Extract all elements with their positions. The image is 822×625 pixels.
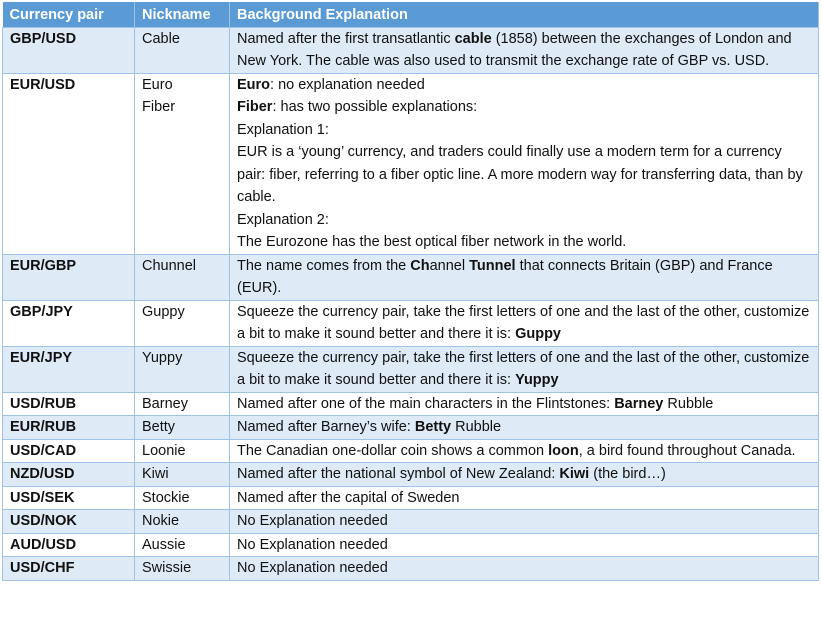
- currency-pair-cell: USD/NOK: [3, 510, 135, 534]
- explanation-paragraph: [237, 209, 813, 232]
- explanation-text: The Eurozone has the best optical fiber network in the world.: [237, 234, 627, 250]
- explanation-bold-text: Barney: [614, 395, 664, 412]
- table-row: [3, 486, 819, 510]
- explanation-bold-text: Euro: [237, 76, 271, 93]
- explanation-text: Named after the first transatlantic: [237, 30, 455, 47]
- explanation-cell: [230, 300, 819, 346]
- nickname-cell: [135, 254, 230, 300]
- table-row: [3, 346, 819, 392]
- explanation-cell: [230, 439, 819, 463]
- currency-pair-cell: EUR/RUB: [3, 416, 135, 440]
- explanation-text: The Canadian one-dollar coin shows a common: [237, 442, 549, 459]
- explanation-text: Squeeze the currency pair, take the first letters of one and the last of the other, customize a bit to make it sound better and there it is:: [237, 303, 810, 342]
- explanation-bold-text: T: [469, 257, 477, 274]
- nickname-text: Cable: [142, 30, 180, 47]
- explanation-bold-text: cable: [454, 30, 492, 47]
- nickname-text: Loonie: [142, 442, 186, 459]
- explanation-paragraph: [237, 231, 813, 254]
- header-background-explanation: Background Explanation: [230, 2, 819, 27]
- explanation-cell: [230, 486, 819, 510]
- explanation-paragraph: [237, 440, 813, 463]
- explanation-text: Squeeze the currency pair, take the first letters of one and the last of the other, customize a bit to make it sound better and there it is:: [237, 349, 810, 388]
- nickname-cell: [135, 27, 230, 73]
- nickname-cell: [135, 486, 230, 510]
- explanation-paragraph: [237, 301, 813, 346]
- nickname-cell: [135, 300, 230, 346]
- explanation-text: Named after the national symbol of New Zealand:: [237, 466, 560, 482]
- table-row: [3, 73, 819, 254]
- explanation-text: annel: [429, 257, 470, 274]
- explanation-text: : no explanation needed: [270, 76, 425, 93]
- explanation-cell: [230, 463, 819, 487]
- explanation-bold-text: Kiwi: [559, 466, 590, 482]
- nickname-text: Chunnel: [142, 257, 197, 274]
- currency-pair-cell: GBP/USD: [3, 27, 135, 73]
- explanation-paragraph: [237, 534, 813, 557]
- table-row: [3, 300, 819, 346]
- explanation-paragraph: [237, 347, 813, 392]
- explanation-paragraph: [237, 141, 813, 209]
- explanation-paragraph: [237, 487, 813, 510]
- currency-pair-cell: EUR/GBP: [3, 254, 135, 300]
- explanation-text: Named after Barney’s wife:: [237, 419, 415, 435]
- table-row: [3, 510, 819, 534]
- nickname-text: Kiwi: [142, 466, 169, 482]
- currency-pair-cell: EUR/JPY: [3, 346, 135, 392]
- nickname-text: Euro: [142, 76, 173, 93]
- currency-pair-cell: GBP/JPY: [3, 300, 135, 346]
- table-row: [3, 439, 819, 463]
- explanation-cell: [230, 392, 819, 416]
- explanation-paragraph: [237, 96, 813, 119]
- explanation-paragraph: [237, 74, 813, 97]
- nickname-cell: [135, 510, 230, 534]
- explanation-text: The name comes from the: [237, 257, 411, 274]
- explanation-text: No Explanation needed: [237, 560, 388, 576]
- nickname-cell: [135, 416, 230, 440]
- explanation-bold-text: unnel: [476, 257, 516, 274]
- nickname-cell: [135, 392, 230, 416]
- nickname-text: Betty: [142, 419, 176, 435]
- nickname-cell: [135, 439, 230, 463]
- explanation-bold-text: Ch: [410, 257, 430, 274]
- nickname-text: Fiber: [142, 99, 176, 115]
- table-header: [3, 2, 819, 27]
- table-row: [3, 254, 819, 300]
- explanation-text: (the bird…): [589, 466, 666, 482]
- explanation-paragraph: [237, 119, 813, 142]
- explanation-cell: [230, 73, 819, 254]
- header-row: [3, 2, 819, 27]
- explanation-text: (1858) between the exchanges of London and New York. The cable was also used to transmit the exchange rate of GBP vs. USD.: [237, 30, 792, 69]
- nickname-cell: [135, 533, 230, 557]
- explanation-bold-text: Betty: [414, 419, 452, 435]
- explanation-text: No Explanation needed: [237, 536, 388, 553]
- explanation-bold-text: loon: [548, 442, 579, 459]
- nickname-cell: [135, 557, 230, 581]
- nickname-text: Guppy: [142, 303, 185, 320]
- explanation-text: , a bird found throughout Canada.: [578, 442, 796, 459]
- table-row: [3, 416, 819, 440]
- table-row: [3, 27, 819, 73]
- nickname-text: Stockie: [142, 489, 190, 506]
- explanation-text: Named after the capital of Sweden: [237, 489, 460, 506]
- explanation-text: Named after one of the main characters in the Flintstones:: [237, 395, 615, 412]
- nickname-text: Swissie: [142, 560, 192, 576]
- explanation-paragraph: [237, 28, 813, 73]
- table-row: [3, 533, 819, 557]
- currency-pair-cell: USD/CHF: [3, 557, 135, 581]
- explanation-text: that connects Britain (GBP) and France (EUR).: [237, 257, 773, 296]
- currency-pair-cell: AUD/USD: [3, 533, 135, 557]
- explanation-paragraph: [237, 510, 813, 533]
- currency-nickname-table: [2, 2, 819, 581]
- explanation-text: No Explanation needed: [237, 513, 388, 529]
- currency-pair-cell: EUR/USD: [3, 73, 135, 254]
- explanation-cell: [230, 557, 819, 581]
- explanation-paragraph: [237, 416, 813, 439]
- explanation-paragraph: [237, 393, 813, 416]
- currency-pair-cell: USD/RUB: [3, 392, 135, 416]
- explanation-paragraph: [237, 557, 813, 580]
- table-row: [3, 557, 819, 581]
- currency-pair-cell: USD/SEK: [3, 486, 135, 510]
- explanation-cell: [230, 27, 819, 73]
- explanation-text: Rubble: [663, 395, 714, 412]
- explanation-text: Rubble: [451, 419, 502, 435]
- explanation-text: Explanation 1:: [237, 121, 329, 138]
- explanation-bold-text: Yuppy: [515, 372, 559, 388]
- currency-pair-cell: NZD/USD: [3, 463, 135, 487]
- explanation-paragraph: [237, 463, 813, 486]
- explanation-cell: [230, 254, 819, 300]
- explanation-bold-text: Fiber: [237, 99, 273, 115]
- nickname-text: Barney: [142, 395, 188, 412]
- explanation-cell: [230, 510, 819, 534]
- currency-pair-cell: USD/CAD: [3, 439, 135, 463]
- header-nickname: Nickname: [135, 2, 230, 27]
- nickname-cell: [135, 463, 230, 487]
- nickname-text: Nokie: [142, 513, 180, 529]
- explanation-cell: [230, 346, 819, 392]
- explanation-cell: [230, 533, 819, 557]
- nickname-cell: [135, 346, 230, 392]
- nickname-text: Yuppy: [142, 349, 183, 366]
- table-body: [3, 27, 819, 580]
- nickname-cell: [135, 73, 230, 254]
- table-row: [3, 463, 819, 487]
- table-row: [3, 392, 819, 416]
- explanation-bold-text: Guppy: [515, 326, 561, 342]
- explanation-text: EUR is a ‘young’ currency, and traders could finally use a modern term for a currency pair: fiber, referring to a fiber optic line. A more modern way for transferring data, than by cable.: [237, 144, 803, 205]
- explanation-cell: [230, 416, 819, 440]
- nickname-text: Aussie: [142, 536, 186, 553]
- explanation-text: : has two possible explanations:: [272, 99, 478, 115]
- header-currency-pair: Currency pair: [3, 2, 135, 27]
- explanation-paragraph: [237, 255, 813, 300]
- explanation-text: Explanation 2:: [237, 211, 329, 228]
